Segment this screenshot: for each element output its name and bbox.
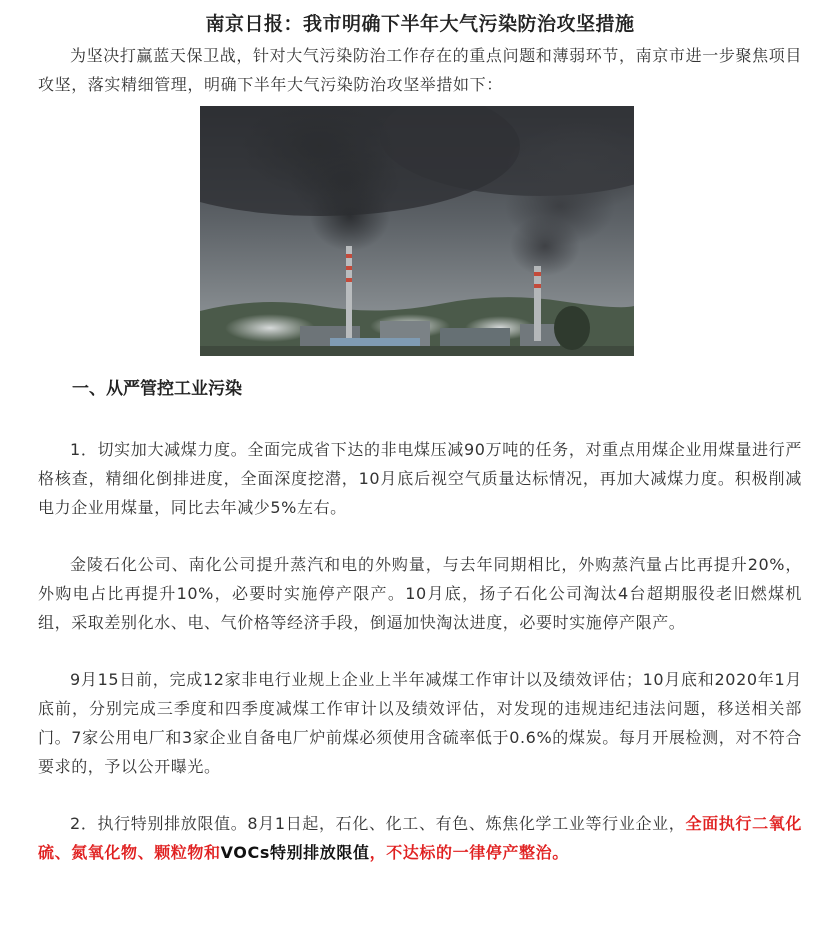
paragraph-4-black-1: VOCs特别排放限值 — [220, 843, 370, 862]
paragraph-2: 金陵石化公司、南化公司提升蒸汽和电的外购量，与去年同期相比，外购蒸汽量占比再提升20%，外购电占比再提升10%，必要时实施停产限产。10月底，扬子石化公司淘汰4台超期服役老旧燃煤机组，采取差别化水、电、气价格等经济手段，倒逼加快淘汰进度，必要时实施停产限产。 — [38, 555, 802, 632]
paragraph-4-red-2: ，不达标的一律停产整治 — [369, 843, 553, 862]
smokestacks-illustration — [200, 106, 634, 356]
paragraph-4 — [38, 809, 802, 867]
paragraph-4-tail: 。 — [552, 843, 569, 862]
paragraph-3: 9月15日前，完成12家非电行业规上企业上半年减煤工作审计以及绩效评估；10月底和2020年1月底前，分别完成三季度和四季度减煤工作审计以及绩效评估，对发现的违规违纪违法问题，移送相关部门。7家公用电厂和3家企业自备电厂炉前煤必须使用含硫率低于0.6%的煤炭。每月开展检测，对不符合要求的，予以公开曝光。 — [38, 670, 802, 776]
smokestacks-photo — [200, 106, 634, 356]
article-title: 南京日报：我市明确下半年大气污染防治攻坚措施 — [205, 13, 635, 35]
intro-paragraph: 为坚决打赢蓝天保卫战，针对大气污染防治工作存在的重点问题和薄弱环节，南京市进一步聚焦项目攻坚，落实精细管理，明确下半年大气污染防治攻坚举措如下： — [38, 46, 802, 94]
paragraph-1: 1．切实加大减煤力度。全面完成省下达的非电煤压减90万吨的任务，对重点用煤企业用煤量进行严格核查，精细化倒排进度，全面深度挖潜，10月底后视空气质量达标情况，再加大减煤力度。积极削减电力企业用煤量，同比去年减少5%左右。 — [38, 440, 802, 517]
paragraph-4-lead: 2．执行特别排放限值。8月1日起，石化、化工、有色、炼焦化学工业等行业企业， — [70, 814, 686, 833]
paragraph-4-red-1: 全面执行二氧化硫、氮氧化物、颗粒物和 — [38, 814, 803, 862]
section-heading-1: 一、从严管控工业污染 — [72, 379, 242, 399]
